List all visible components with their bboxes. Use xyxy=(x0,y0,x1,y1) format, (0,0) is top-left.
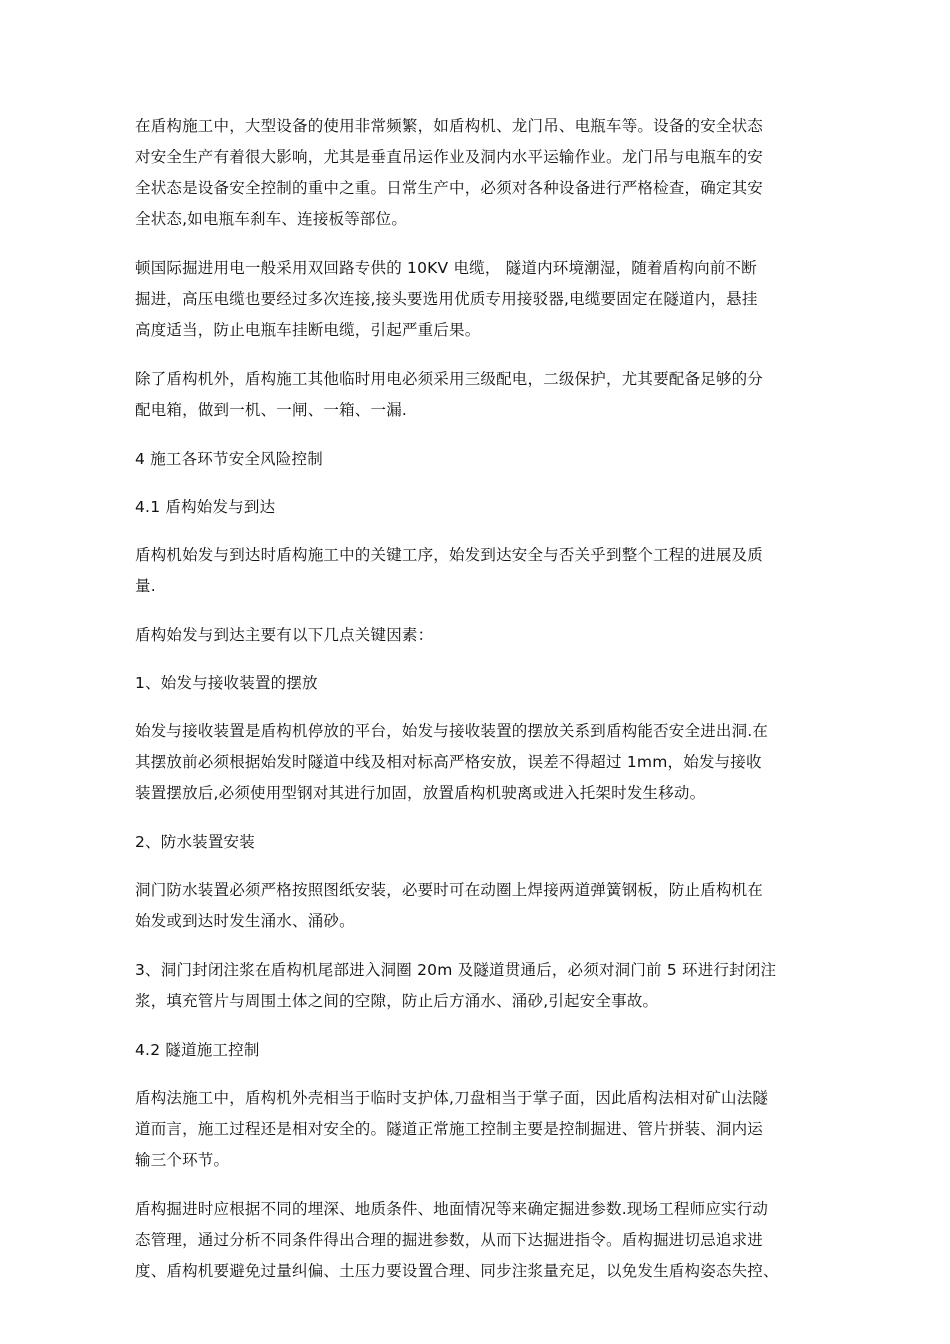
text-line: 输三个环节。 xyxy=(135,1151,230,1169)
paragraph xyxy=(135,875,825,937)
text-line: 配电箱，做到一机、一闸、一箱、一漏. xyxy=(135,401,408,419)
text-line: 4.1 盾构始发与到达 xyxy=(135,498,276,516)
paragraph xyxy=(135,955,825,1017)
text-line: 全状态,如电瓶车刹车、连接板等部位。 xyxy=(135,210,408,228)
text-line: 其摆放前必须根据始发时隧道中线及相对标高严格安放，误差不得超过 1mm，始发与接收 xyxy=(135,753,762,771)
paragraph xyxy=(135,111,825,235)
text-line: 态管理，通过分析不同条件得出合理的掘进参数，从而下达掘进指令。盾构掘进切忌追求进 xyxy=(135,1231,764,1249)
text-line: 洞门防水装置必须严格按照图纸安装，必要时可在动圈上焊接两道弹簧钢板，防止盾构机在 xyxy=(135,881,764,899)
text-line: 始发或到达时发生涌水、涌砂。 xyxy=(135,912,355,930)
text-line: 1、始发与接收装置的摆放 xyxy=(135,674,318,692)
section-heading xyxy=(135,668,825,699)
section-heading xyxy=(135,444,825,475)
text-line: 道而言，施工过程还是相对安全的。隧道正常施工控制主要是控制掘进、管片拼装、洞内运 xyxy=(135,1120,764,1138)
text-line: 盾构法施工中，盾构机外壳相当于临时支护体,刀盘相当于掌子面，因此盾构法相对矿山法隧 xyxy=(135,1089,769,1107)
section-heading xyxy=(135,492,825,523)
text-line: 顿国际掘进用电一般采用双回路专供的 10KV 电缆， 隧道内环境潮湿，随着盾构向前不断 xyxy=(135,259,757,277)
paragraph xyxy=(135,1083,825,1176)
text-line: 浆，填充管片与周围土体之间的空隙，防止后方涌水、涌砂,引起安全事故。 xyxy=(135,992,659,1010)
paragraph xyxy=(135,1194,825,1287)
paragraph xyxy=(135,253,825,346)
text-line: 4.2 隧道施工控制 xyxy=(135,1041,260,1059)
text-line: 3、洞门封闭注浆在盾构机尾部进入洞圈 20m 及隧道贯通后，必须对洞门前 5 环进行封闭注 xyxy=(135,961,777,979)
text-line: 量. xyxy=(135,577,156,595)
text-line: 盾构机始发与到达时盾构施工中的关键工序，始发到达安全与否关乎到整个工程的进展及质 xyxy=(135,546,764,564)
text-line: 全状态是设备安全控制的重中之重。日常生产中，必须对各种设备进行严格检查，确定其安 xyxy=(135,179,764,197)
text-line: 在盾构施工中，大型设备的使用非常频繁，如盾构机、龙门吊、电瓶车等。设备的安全状态 xyxy=(135,117,764,135)
document-body xyxy=(135,111,825,1305)
paragraph xyxy=(135,716,825,809)
section-heading xyxy=(135,827,825,858)
text-line: 对安全生产有着很大影响，尤其是垂直吊运作业及洞内水平运输作业。龙门吊与电瓶车的安 xyxy=(135,148,764,166)
section-heading xyxy=(135,620,825,651)
text-line: 盾构始发与到达主要有以下几点关键因素： xyxy=(135,626,434,644)
text-line: 始发与接收装置是盾构机停放的平台，始发与接收装置的摆放关系到盾构能否安全进出洞.在 xyxy=(135,722,769,740)
text-line: 4 施工各环节安全风险控制 xyxy=(135,450,323,468)
paragraph xyxy=(135,364,825,426)
text-line: 掘进，高压电缆也要经过多次连接,接头要选用优质专用接驳器,电缆要固定在隧道内，悬挂 xyxy=(135,290,758,308)
section-heading xyxy=(135,1035,825,1066)
text-line: 度、盾构机要避免过量纠偏、土压力要设置合理、同步注浆量充足，以免发生盾构姿态失控、 xyxy=(135,1262,779,1280)
text-line: 高度适当，防止电瓶车挂断电缆，引起严重后果。 xyxy=(135,321,481,339)
text-line: 装置摆放后,必须使用型钢对其进行加固，放置盾构机驶离或进入托架时发生移动。 xyxy=(135,784,706,802)
text-line: 盾构掘进时应根据不同的埋深、地质条件、地面情况等来确定掘进参数.现场工程师应实行动 xyxy=(135,1200,769,1218)
text-line: 除了盾构机外，盾构施工其他临时用电必须采用三级配电，二级保护，尤其要配备足够的分 xyxy=(135,370,764,388)
paragraph xyxy=(135,540,825,602)
text-line: 2、防水装置安装 xyxy=(135,833,255,851)
